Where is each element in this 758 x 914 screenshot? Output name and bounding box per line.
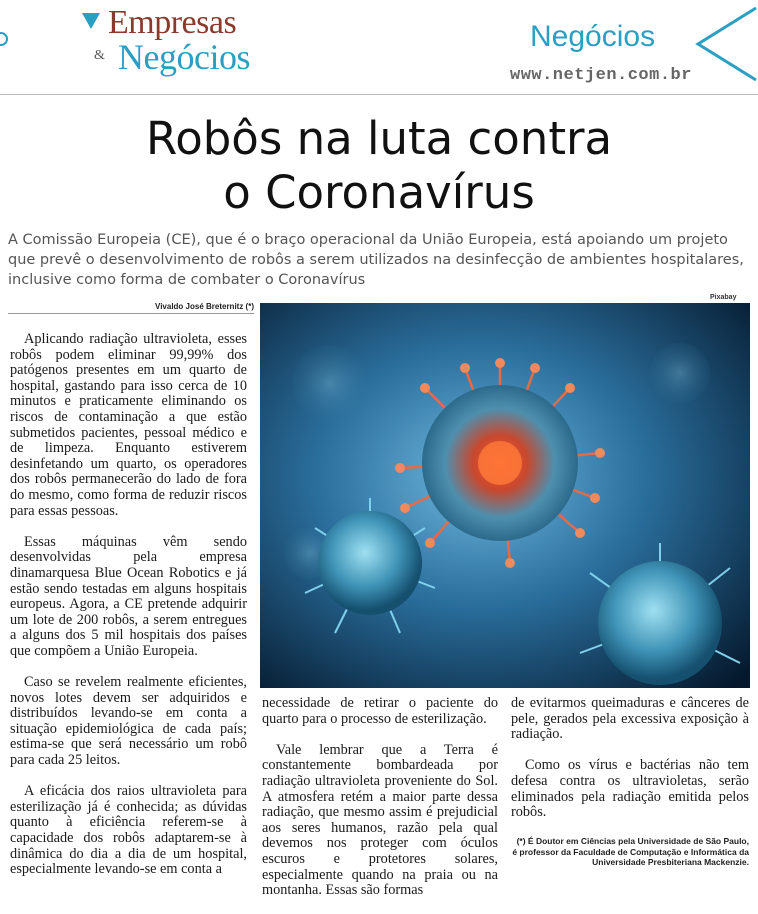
- logo-triangle-icon: [82, 13, 100, 29]
- article-column-2: [262, 696, 498, 914]
- website-url[interactable]: www.netjen.com.br: [510, 66, 692, 85]
- byline: Vivaldo José Breternitz (*): [155, 302, 254, 311]
- article-column-3: [511, 696, 749, 883]
- headline-line-2: o Coronavírus: [223, 166, 535, 219]
- headline-line-1: Robôs na luta contra: [145, 112, 613, 165]
- paragraph: Vale lembrar que a Terra é constantemente bombardeada por radiação ultravioleta proveniente do Sol. A atmosfera retém a maior parte dessa radiação, que mesmo assim é prejudicial aos seres humanos, razão pela qual devemos nos proteger com óculos escuros e protetores solares, especialmente quando na praia ou na montanha. Essas são formas: [262, 741, 498, 899]
- logo-empresas: Empresas: [108, 4, 237, 41]
- paragraph: Como os vírus e bactérias não tem defesa contra os ultravioletas, serão eliminados pela radiação emitida pelos robôs.: [511, 757, 749, 821]
- coronavirus-photo: [260, 303, 750, 688]
- section-label: Negócios: [530, 20, 656, 53]
- photo-credit: Pixabay: [710, 294, 737, 301]
- paragraph: necessidade de retirar o paciente do quarto para o processo de esterilização.: [262, 695, 498, 727]
- paragraph: Aplicando radiação ultravioleta, esses robôs podem eliminar 99,99% dos patógenos presentes em um quarto de hospital, gastando para isso cerca de 10 minutos e praticamente eliminando os riscos de contaminação a que estão submetidos pacientes, pessoal médico e de limpeza. Enquanto estiverem desinfetando um quarto, os operadores dos robôs permanecerão do lado de fora do mesmo, como forma de reduzir riscos para essas pessoas.: [10, 331, 247, 519]
- logo-ampersand: &: [94, 48, 105, 63]
- paragraph: A eficácia dos raios ultravioleta para esterilização já é conhecida; as dúvidas quanto à eficiência referem-se à capacidade dos robôs adaptarem-se à dinâmica do dia a dia de um hospital, especialmente levando-se em conta a: [10, 783, 247, 878]
- paragraph: Caso se revelem realmente eficientes, novos lotes devem ser adquiridos e distribuídos levando-se em conta a situação epidemiológica de cada país; estima-se que será necessário um robô para cada 25 leitos.: [10, 674, 247, 769]
- paragraph: Essas máquinas vêm sendo desenvolvidas pela empresa dinamarquesa Blue Ocean Robotics e já estão sendo testadas em alguns hospitais europeus. Agora, a CE pretende adquirir um lote de 200 robôs, a serem entregues a alguns dos 5 mil hospitais dos países que compõem a União Europeia.: [10, 533, 247, 659]
- logo-negocios: Negócios: [118, 37, 250, 77]
- article-column-1: [10, 332, 247, 893]
- edge-ornament-icon: [0, 32, 8, 46]
- byline-divider: [8, 313, 254, 314]
- author-footnote: (*) É Doutor em Ciências pela Universidade de São Paulo, é professor da Faculdade de Computação e Informática da Universidade Presbiteriana Mackenzie.: [512, 836, 749, 868]
- paragraph: de evitarmos queimaduras e cânceres de pele, gerados pela excessiva exposição à radiação.: [511, 695, 749, 743]
- header-divider: [0, 94, 758, 95]
- chevron-left-icon: [690, 6, 758, 82]
- article-subtitle: A Comissão Europeia (CE), que é o braço operacional da União Europeia, está apoiando um projeto que prevê o desenvolvimento de robôs a serem utilizados na desinfecção de ambientes hospitalares, inclusive como forma de combater o Coronavírus: [8, 232, 744, 288]
